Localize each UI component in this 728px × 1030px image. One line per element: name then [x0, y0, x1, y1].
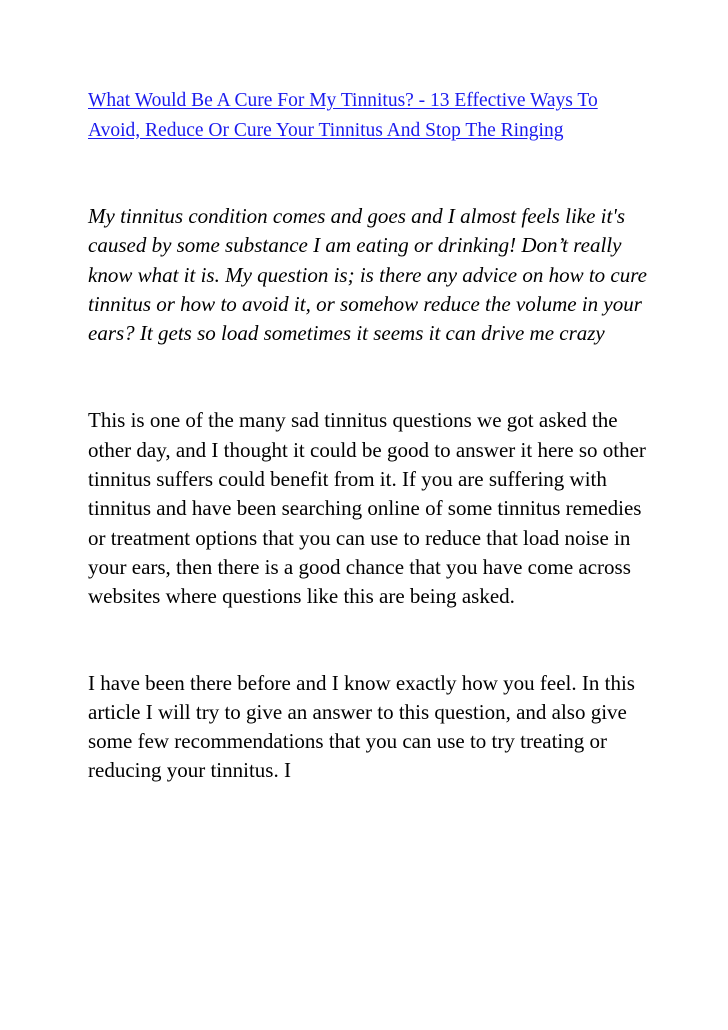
body-paragraph-1: This is one of the many sad tinnitus questions we got asked the other day, and I thought it could be good to answer it here so other tinnitus suffers could benefit from it. If you are suffering with tinnitus and have been searching online of some tinnitus remedies or treatment options that you can use to reduce that load noise in your ears, then there is a good chance that you have come across websites where questions like this are being asked.	[88, 408, 646, 609]
document-page	[88, 86, 648, 786]
body-paragraph-2: I have been there before and I know exactly how you feel. In this article I will try to give an answer to this question, and also give some few recommendations that you can use to try treating or reducing your tinnitus. I	[88, 670, 635, 783]
article-title-link[interactable]: What Would Be A Cure For My Tinnitus? - 13 Effective Ways To Avoid, Reduce Or Cure Your Tinnitus And Stop The Ringing	[88, 90, 598, 141]
question-paragraph: My tinnitus condition comes and goes and I almost feels like it's caused by some substance I am eating or drinking! Don’t really know what it is. My question is; is there any advice on how to cure tinnitus or how to avoid it, or somehow reduce the volume in your ears? It gets so load sometimes it seems it can drive me crazy	[88, 204, 647, 346]
